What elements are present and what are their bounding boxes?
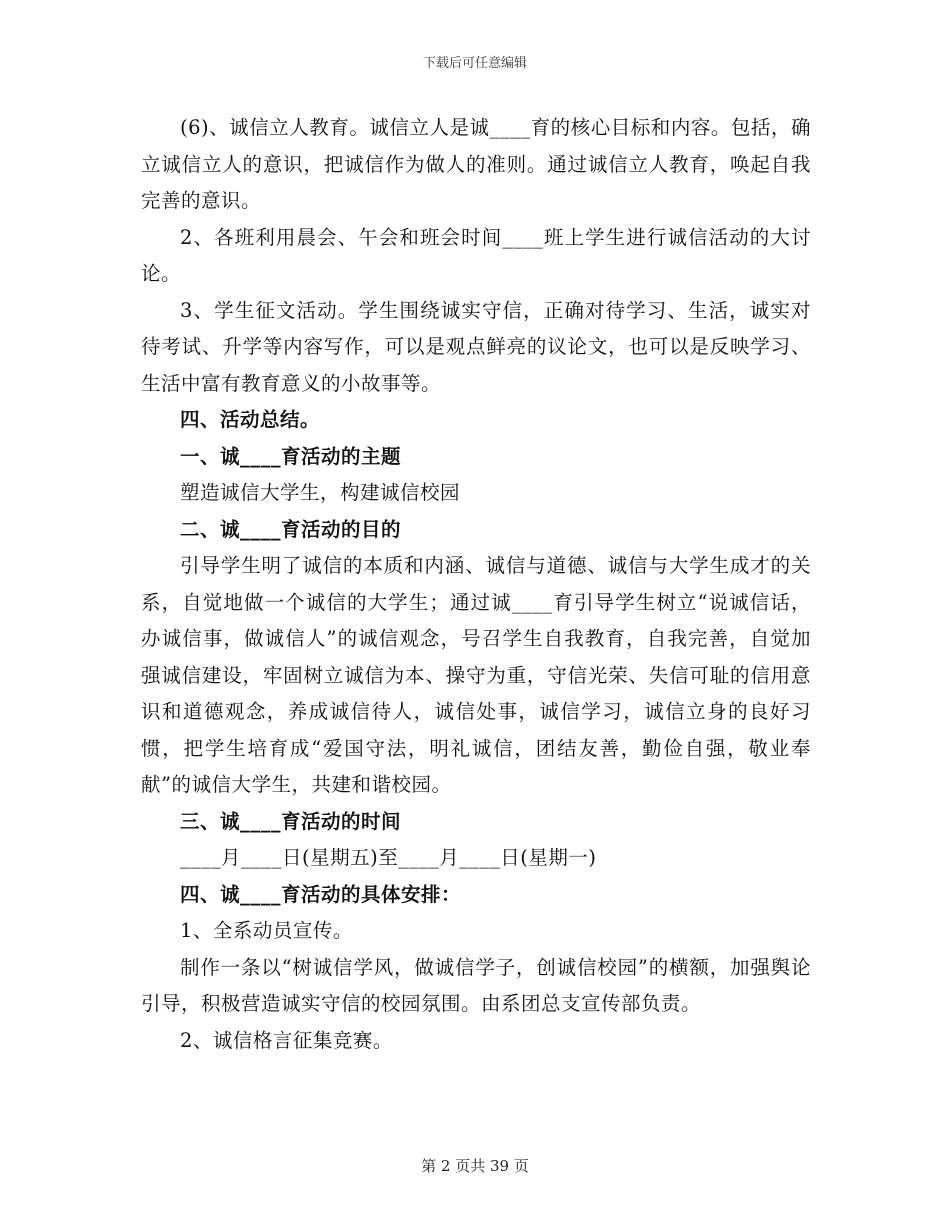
section-heading: 三、诚____育活动的时间 xyxy=(180,809,402,833)
paragraph: (6)、诚信立人教育。诚信立人是诚____育的核心目标和内容。包括，确立诚信立人的意识，把诚信作为做人的准则。通过诚信立人教育，唤起自我完善的意识。 xyxy=(141,116,811,212)
section-heading: 四、诚____育活动的具体安排： xyxy=(180,882,462,906)
page-footer: 第 2 页共 39 页 xyxy=(421,1157,529,1175)
section-heading: 一、诚____育活动的主题 xyxy=(180,444,402,468)
page-header: 下载后可任意编辑 xyxy=(422,56,527,71)
paragraph: ____月____日(星期五)至____月____日(星期一) xyxy=(180,846,597,869)
paragraph: 2、诚信格言征集竞赛。 xyxy=(180,1028,393,1052)
document-body xyxy=(141,110,811,1059)
paragraph: 1、全系动员宣传。 xyxy=(180,919,353,942)
paragraph: 3、学生征文活动。学生围绕诚实守信，正确对待学习、生活，诚实对待考试、升学等内容写作，可以是观点鲜亮的议论文，也可以是反映学习、生活中富有教育意义的小故事等。 xyxy=(141,298,811,395)
paragraph: 引导学生明了诚信的本质和内涵、诚信与道德、诚信与大学生成才的关系，自觉地做一个诚信的大学生；通过诚____育引导学生树立“说诚信话，办诚信事，做诚信人”的诚信观念，号召学生自我教育，自我完善，自觉加强诚信建设，牢固树立诚信为本、操守为重，守信光荣、失信可耻的信用意识和道德观念，养成诚信待人，诚信处事，诚信学习，诚信立身的良好习惯，把学生培育成“爱国守法，明礼诚信，团结友善，勤俭自强，敬业奉献”的诚信大学生，共建和谐校园。 xyxy=(141,554,811,796)
paragraph: 制作一条以“树诚信学风，做诚信学子，创诚信校园”的横额，加强舆论引导，积极营造诚实守信的校园氛围。由系团总支宣传部负责。 xyxy=(141,955,811,1015)
section-heading: 二、诚____育活动的目的 xyxy=(180,517,402,541)
paragraph: 2、各班利用晨会、午会和班会时间____班上学生进行诚信活动的大讨论。 xyxy=(141,225,811,285)
paragraph: 塑造诚信大学生，构建诚信校园 xyxy=(180,481,461,504)
section-heading: 四、活动总结。 xyxy=(180,408,321,431)
